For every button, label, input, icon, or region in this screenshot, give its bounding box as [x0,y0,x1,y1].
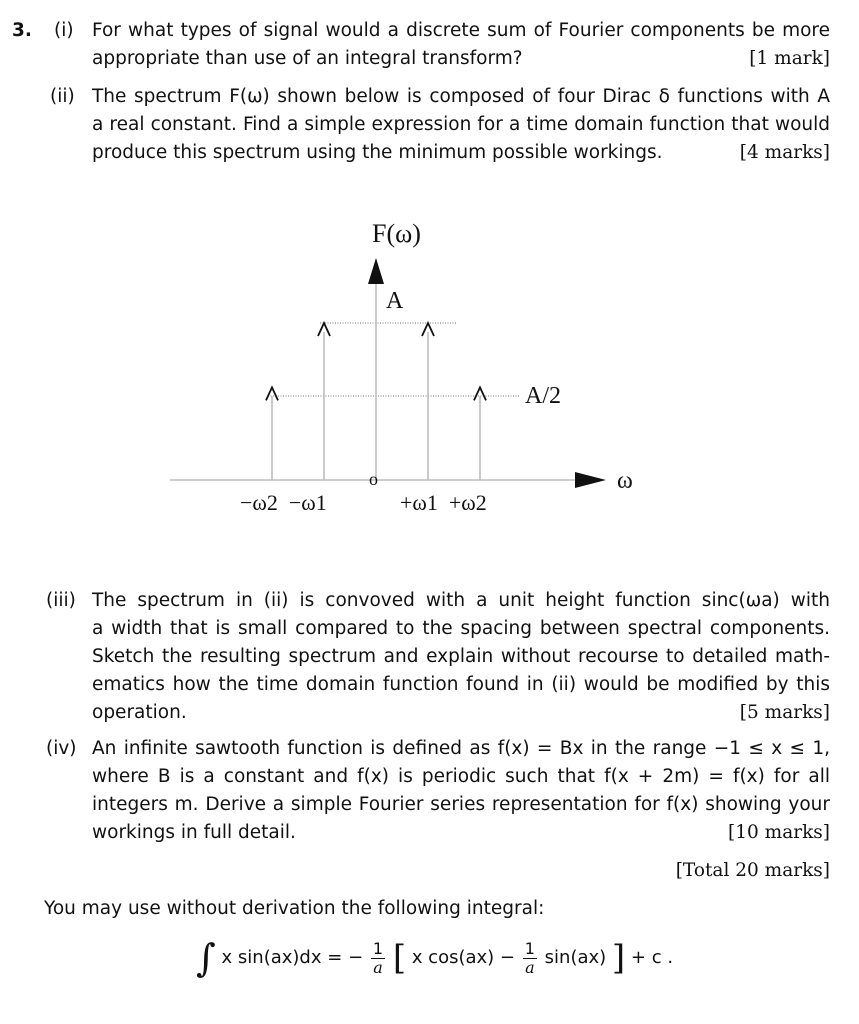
part-iii-line-3: Sketch the resulting spectrum and explain without recourse to detailed math- [92,646,830,667]
integral-lhs: x sin(ax)dx = [221,947,343,968]
part-iv-line-3: integers m. Derive a simple Fourier series representation for f(x) showing your [92,794,830,815]
part-iv-line-4: workings in full detail. [92,822,296,843]
part-i-marks: [1 mark] [749,48,830,69]
peak-label: A [386,288,404,314]
integral-term-2: sin(ax) [544,947,607,968]
origin-label: o [369,469,378,489]
part-ii-line-2: a real constant. Find a simple expression for a time domain function that would [92,114,830,135]
fraction-one-over-a [371,940,385,977]
f-axis-arrowhead [368,258,384,284]
fraction-one-over-a-inner [523,940,537,977]
part-iv-marks: [10 marks] [728,822,830,843]
fraction-inner-denominator: a [525,957,535,977]
integral-minus: − [348,947,364,968]
part-iv-line-1: An infinite sawtooth function is defined as f(x) = Bx in the range −1 ≤ x ≤ 1, [92,738,830,759]
tick-labels-positive: +ω1 +ω2 [400,490,487,515]
part-iii-line-5: operation. [92,702,187,723]
omega-label: ω [617,468,633,494]
part-iii-label: (iii) [46,590,76,611]
part-i-line-2: appropriate than use of an integral transform? [92,48,523,69]
spectrum-figure [0,200,859,530]
omega-axis-arrowhead [575,472,606,488]
chart-title: F(ω) [372,219,421,248]
fraction-numerator: 1 [372,938,384,958]
part-iv-label: (iv) [46,738,77,759]
part-iii-line-4: ematics how the time domain function found in (ii) would be modified by this [92,674,830,695]
part-iii-line-2: a width that is small compared to the spacing between spectral components. [92,618,830,639]
integral-tail: + c . [630,947,674,968]
half-label: A/2 [525,383,561,409]
integral-term-1: x cos(ax) − [411,947,516,968]
part-iii-marks: [5 marks] [739,702,830,723]
part-ii-line-1: The spectrum F(ω) shown below is composed of four Dirac δ functions with A [92,86,830,107]
fraction-inner-numerator: 1 [524,938,535,958]
bracket-open: [ [392,938,407,978]
integral-intro: You may use without derivation the following integral: [44,898,545,919]
part-iv-line-2: where B is a constant and f(x) is periodic such that f(x + 2m) = f(x) for all [92,766,830,787]
part-ii-label: (ii) [50,86,75,107]
question-number: 3. [12,20,32,41]
part-i-label: (i) [54,20,74,41]
integral-sign: ∫ [196,936,216,980]
part-ii-line-3: produce this spectrum using the minimum possible workings. [92,142,663,163]
tick-labels-negative: −ω2 −ω1 [240,490,327,515]
bracket-close: ] [611,938,626,978]
integral-formula [196,936,673,980]
total-marks: [Total 20 marks] [675,860,830,881]
part-iii-line-1: The spectrum in (ii) is convoved with a unit height function sinc(ωa) with [92,590,830,611]
part-i-line-1: For what types of signal would a discrete sum of Fourier components be more [92,20,830,41]
part-ii-marks: [4 marks] [739,142,830,163]
fraction-denominator: a [373,957,383,977]
